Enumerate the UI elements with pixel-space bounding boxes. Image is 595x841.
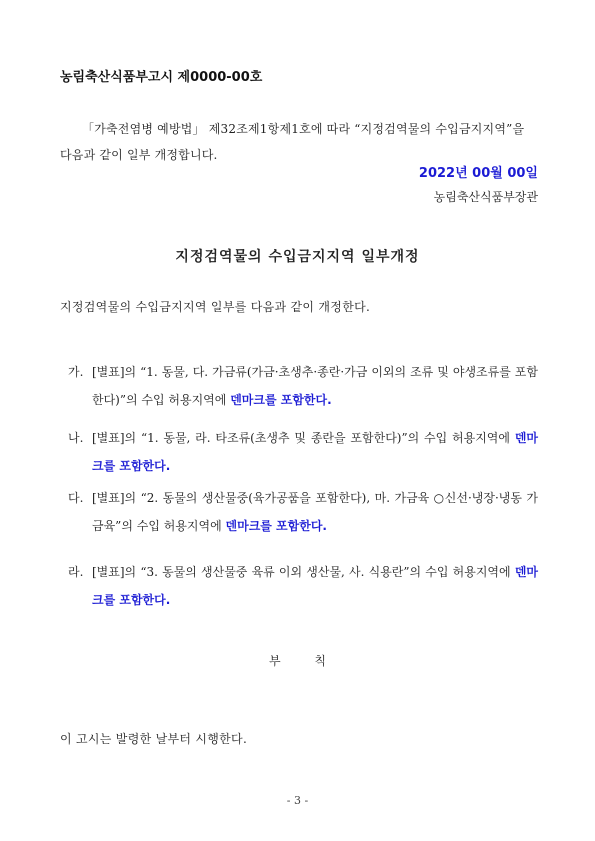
amendment-text: [별표]의 “1. 동물, 다. 가금류(가금·초생추·종란·가금 이외의 조류 및 야생조류를 포함한다)”의 수입 허용지역에 xyxy=(92,365,538,407)
issuer-name: 농림축산식품부장관 xyxy=(433,190,538,204)
amendment-highlight: 덴마크를 포함한다. xyxy=(225,519,327,533)
document-title: 지정검역물의 수입금지지역 일부개정 xyxy=(175,249,420,265)
amendment-item xyxy=(60,558,538,614)
issue-date: 2022년 00월 00일 xyxy=(418,166,538,181)
page-number: - 3 - xyxy=(286,794,309,807)
amendment-marker: 다. xyxy=(68,491,84,505)
amendment-text: [별표]의 “1. 동물, 라. 타조류(초생추 및 종란을 포함한다)”의 수입 허용지역에 xyxy=(92,431,510,445)
amendment-marker: 가. xyxy=(68,365,84,379)
amendment-highlight: 덴마크를 포함한다. xyxy=(230,393,332,407)
supplementary-text: 이 고시는 발령한 날부터 시행한다. xyxy=(60,732,248,746)
amendment-item xyxy=(60,484,538,540)
amendment-highlight: 덴마크를 포함한다. xyxy=(92,431,538,473)
preamble-paragraph: 「가축전염병 예방법」 제32조제1항제1호에 따라 “지정검역물의 수입금지지역”을 다음과 같이 일부 개정합니다. xyxy=(60,122,525,162)
amendment-text: [별표]의 “2. 동물의 생산물중(육가공품을 포함한다), 마. 가금육 ○신선·냉장·냉동 가금육”의 수입 허용지역에 xyxy=(92,491,538,533)
amendment-text: [별표]의 “3. 동물의 생산물중 육류 이외 생산물, 사. 식용란”의 수입 허용지역에 xyxy=(92,565,511,579)
amendment-marker: 라. xyxy=(68,565,84,579)
amendment-item xyxy=(60,358,538,414)
notice-number: 농림축산식품부고시 제0000-00호 xyxy=(60,70,263,85)
intro-sentence: 지정검역물의 수입금지지역 일부를 다음과 같이 개정한다. xyxy=(60,300,371,314)
amendment-marker: 나. xyxy=(68,431,84,445)
supplementary-heading: 부 칙 xyxy=(269,654,326,668)
amendment-item xyxy=(60,424,538,480)
amendment-highlight: 덴마크를 포함한다. xyxy=(92,565,538,607)
